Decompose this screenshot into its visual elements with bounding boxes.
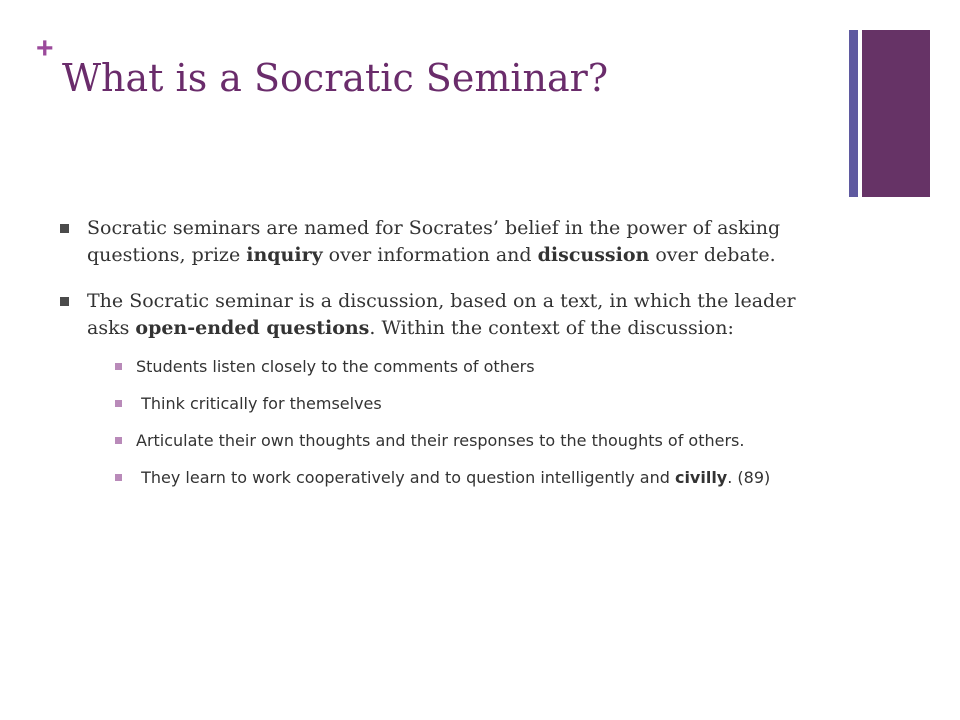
sub-bullet-list [87, 355, 840, 490]
bullet-text: Socratic seminars are named for Socrates’ belief in the power of asking questions, prize [87, 217, 781, 266]
square-bullet-icon [60, 297, 69, 306]
sub-bullet-text: Students listen closely to the comments of others [136, 356, 535, 376]
square-bullet-icon [115, 474, 122, 481]
square-bullet-icon [115, 363, 122, 370]
bullet-text: over information and [322, 243, 538, 266]
bold-term-discussion: discussion [537, 243, 650, 266]
sub-bullet-text: They learn to work cooperatively and to question intelligently and [136, 467, 675, 487]
sub-bullet-text: Articulate their own thoughts and their responses to the thoughts of others. [136, 430, 745, 450]
sub-bullet-text: Think critically for themselves [136, 393, 382, 413]
accent-bar-wide [862, 30, 930, 197]
sub-bullet-item [87, 392, 840, 416]
slide-body [60, 215, 840, 509]
slide-title: What is a Socratic Seminar? [62, 56, 609, 100]
square-bullet-icon [60, 224, 69, 233]
bullet-item [60, 288, 840, 490]
sub-bullet-text: . (89) [727, 467, 771, 487]
square-bullet-icon [115, 400, 122, 407]
bullet-text: The Socratic seminar is a discussion, based on a text, in which the leader asks [87, 289, 796, 339]
accent-bar-thin [849, 30, 858, 197]
bold-term-inquiry: inquiry [246, 243, 323, 266]
sub-bullet-item [87, 429, 840, 453]
bullet-item [60, 215, 840, 269]
plus-icon: + [36, 32, 54, 65]
bold-term-civilly: civilly [674, 467, 728, 487]
bullet-text: . Within the context of the discussion: [369, 316, 734, 339]
square-bullet-icon [115, 437, 122, 444]
bullet-text: over debate. [649, 243, 776, 266]
bold-term-open-ended-questions: open-ended questions [135, 316, 370, 339]
sub-bullet-item [87, 355, 840, 379]
sub-bullet-item [87, 466, 840, 490]
